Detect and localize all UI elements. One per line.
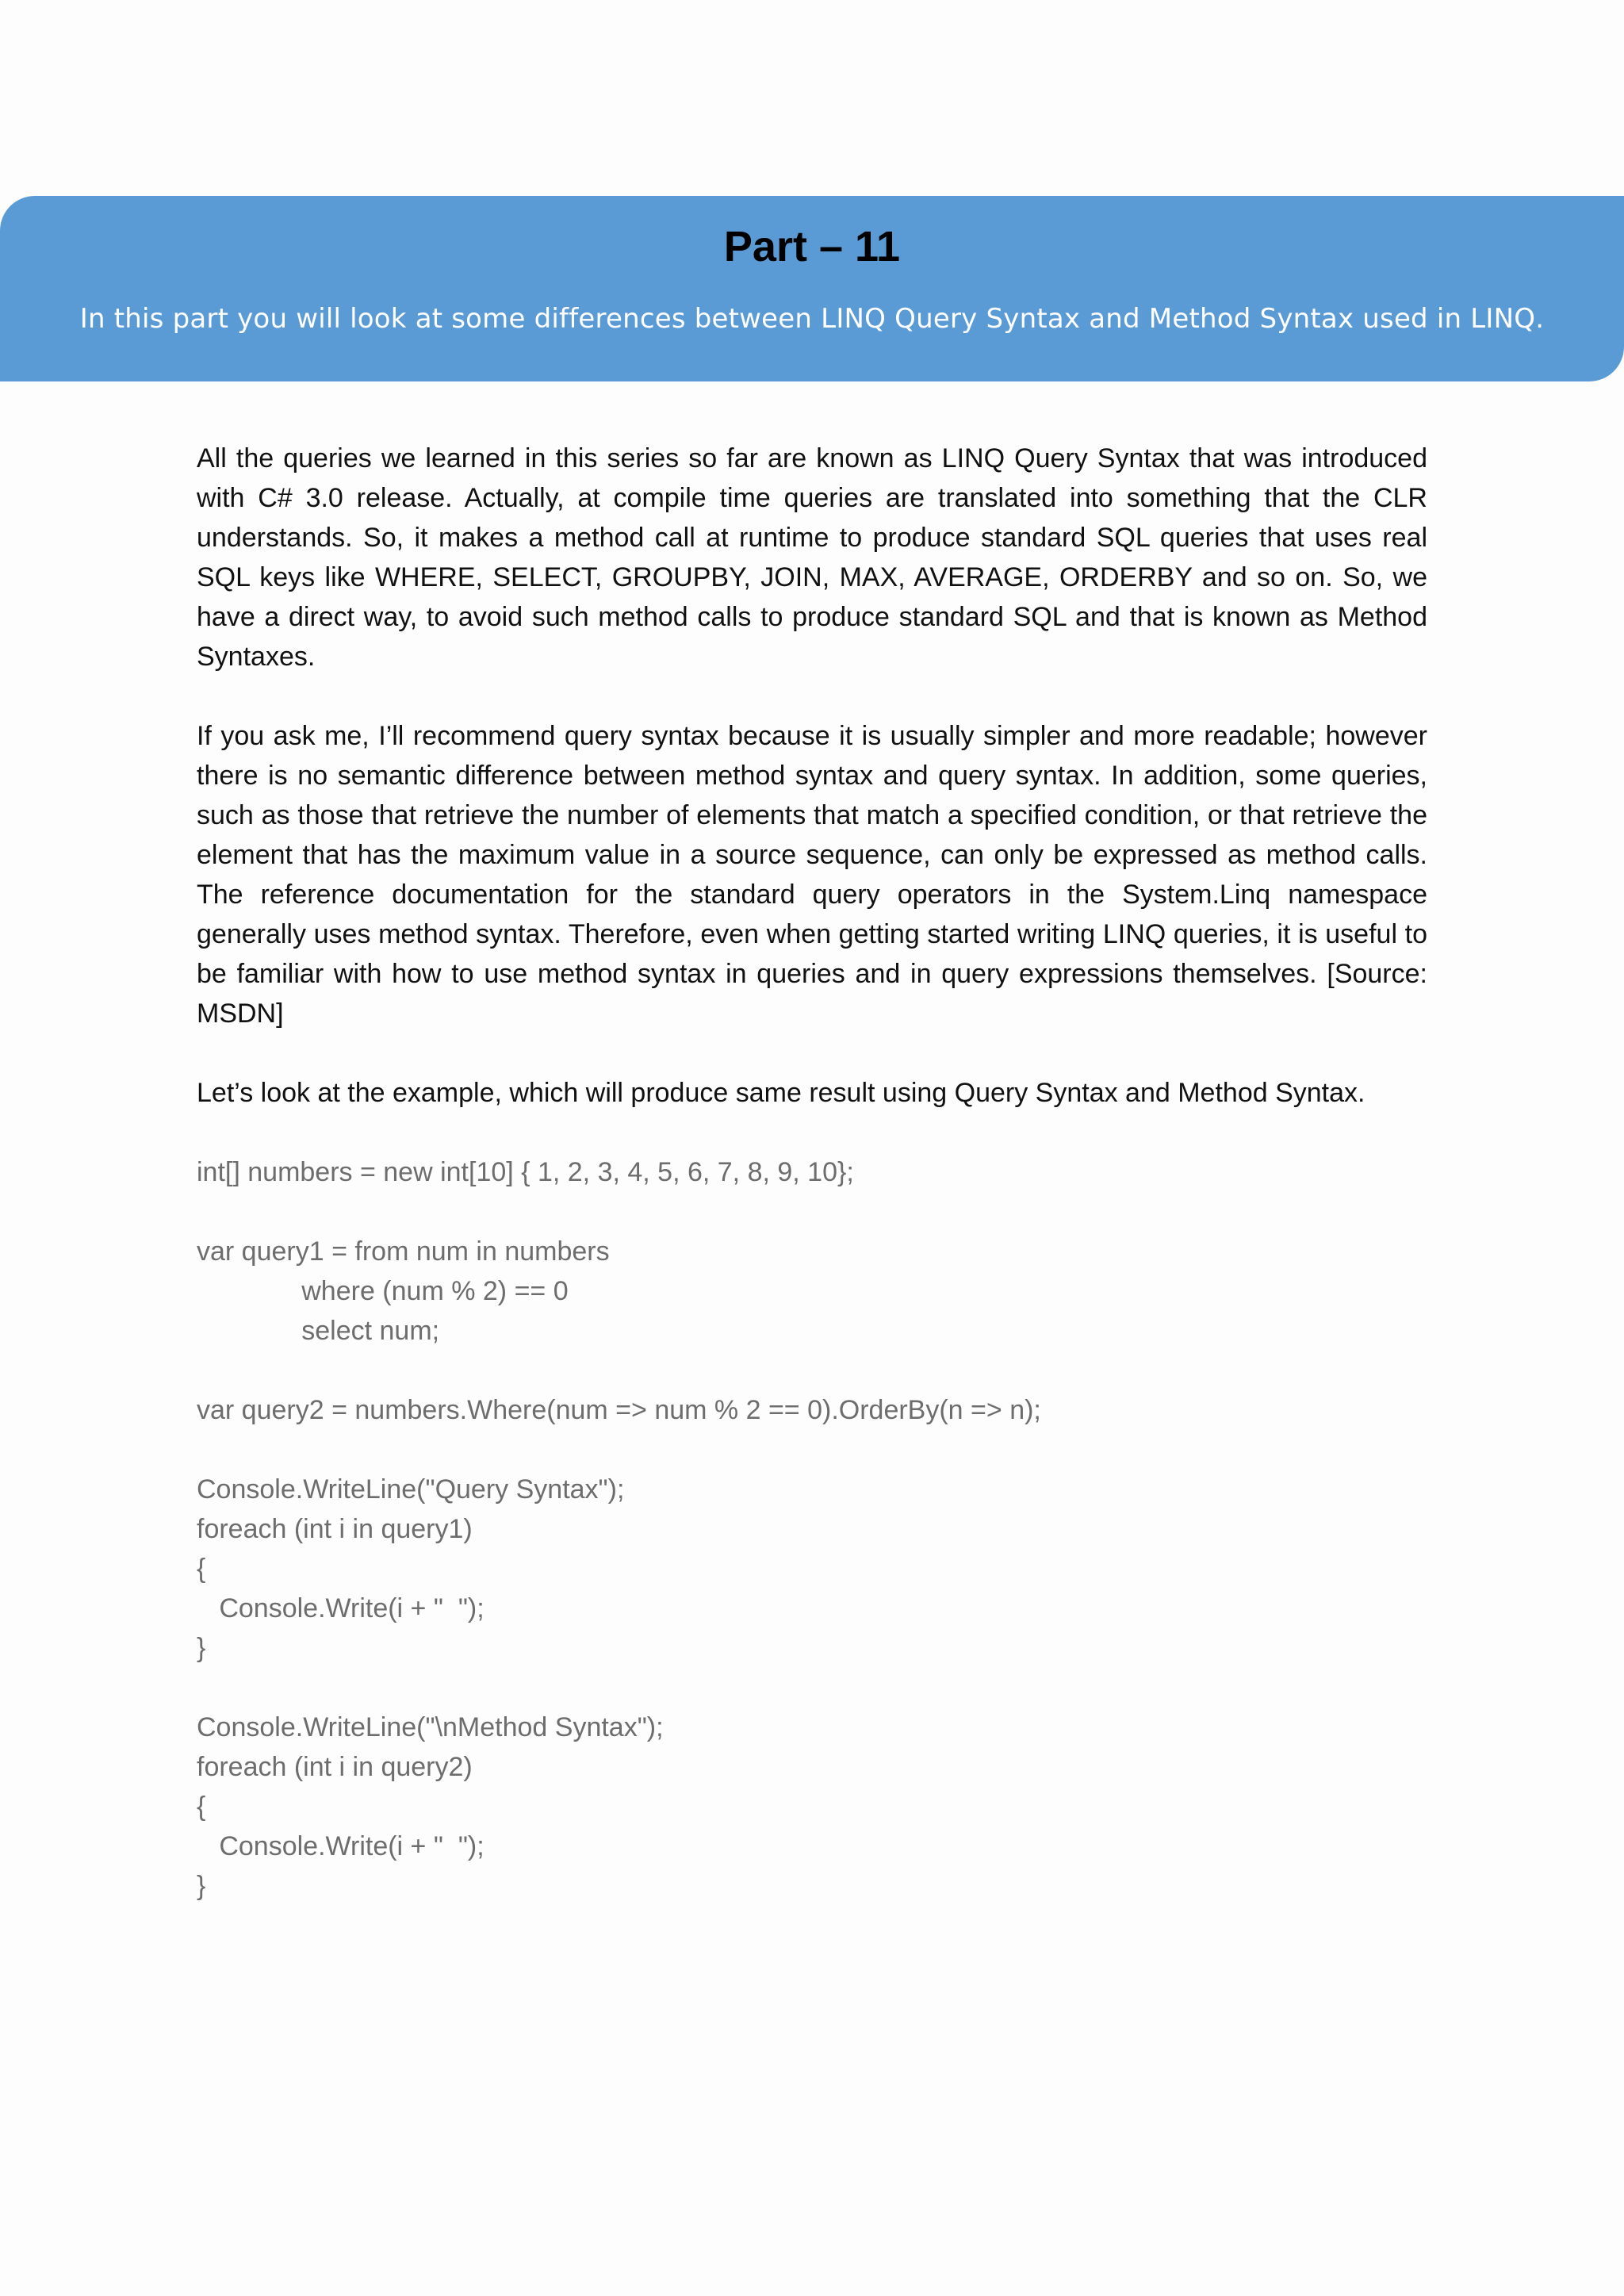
code-line: }: [197, 1871, 206, 1901]
code-line: Console.Write(i + " ");: [197, 1593, 485, 1623]
code-line: }: [197, 1633, 206, 1663]
code-line: Console.Write(i + " ");: [197, 1831, 485, 1861]
code-sample: [197, 1152, 1427, 1906]
code-line: Console.WriteLine("\nMethod Syntax");: [197, 1712, 664, 1742]
code-line: {: [197, 1554, 206, 1584]
code-line: foreach (int i in query2): [197, 1752, 473, 1782]
code-block-method-output: [197, 1708, 1427, 1906]
code-block-method-syntax: [197, 1390, 1427, 1430]
paragraph-recommendation: If you ask me, I’ll recommend query syntax because it is usually simpler and more readable; however there is no semantic difference between method syntax and query syntax. In addition, some queries, such as those that retrieve the number of elements that match a specified condition, or that retrieve the element that has the maximum value in a source sequence, can only be expressed as method calls. The reference documentation for the standard query operators in the System.Linq namespace generally uses method syntax. Therefore, even when getting started writing LINQ queries, it is useful to be familiar with how to use method syntax in queries and in query expressions themselves. [Source: MSDN]: [197, 721, 1427, 1029]
code-line: Console.WriteLine("Query Syntax");: [197, 1474, 625, 1504]
code-line: var query1 = from num in numbers: [197, 1236, 610, 1267]
code-line: where (num % 2) == 0: [197, 1276, 569, 1306]
code-line: {: [197, 1792, 206, 1822]
code-line: var query2 = numbers.Where(num => num % 2 == 0).OrderBy(n => n);: [197, 1395, 1041, 1425]
code-block-query-output: [197, 1470, 1427, 1668]
paragraph-intro: All the queries we learned in this series so far are known as LINQ Query Syntax that was introduced with C# 3.0 release. Actually, at compile time queries are translated into something that the CLR understands. So, it makes a method call at runtime to produce standard SQL queries that uses real SQL keys like WHERE, SELECT, GROUPBY, JOIN, MAX, AVERAGE, ORDERBY and so on. So, we have a direct way, to avoid such method calls to produce standard SQL and that is known as Method Syntaxes.: [197, 443, 1427, 672]
document-body: [197, 439, 1427, 1945]
paragraph-example-intro: Let’s look at the example, which will produce same result using Query Syntax and Method Syntax.: [197, 1078, 1365, 1108]
page-subtitle: In this part you will look at some differences between LINQ Query Syntax and Method Syntax used in LINQ.: [79, 303, 1545, 335]
page-title: Part – 11: [723, 223, 901, 270]
code-line: int[] numbers = new int[10] { 1, 2, 3, 4, 5, 6, 7, 8, 9, 10};: [197, 1157, 854, 1187]
code-line: select num;: [197, 1316, 440, 1346]
code-block-query-syntax: [197, 1232, 1427, 1351]
code-block-array: [197, 1152, 1427, 1192]
code-line: foreach (int i in query1): [197, 1514, 473, 1544]
